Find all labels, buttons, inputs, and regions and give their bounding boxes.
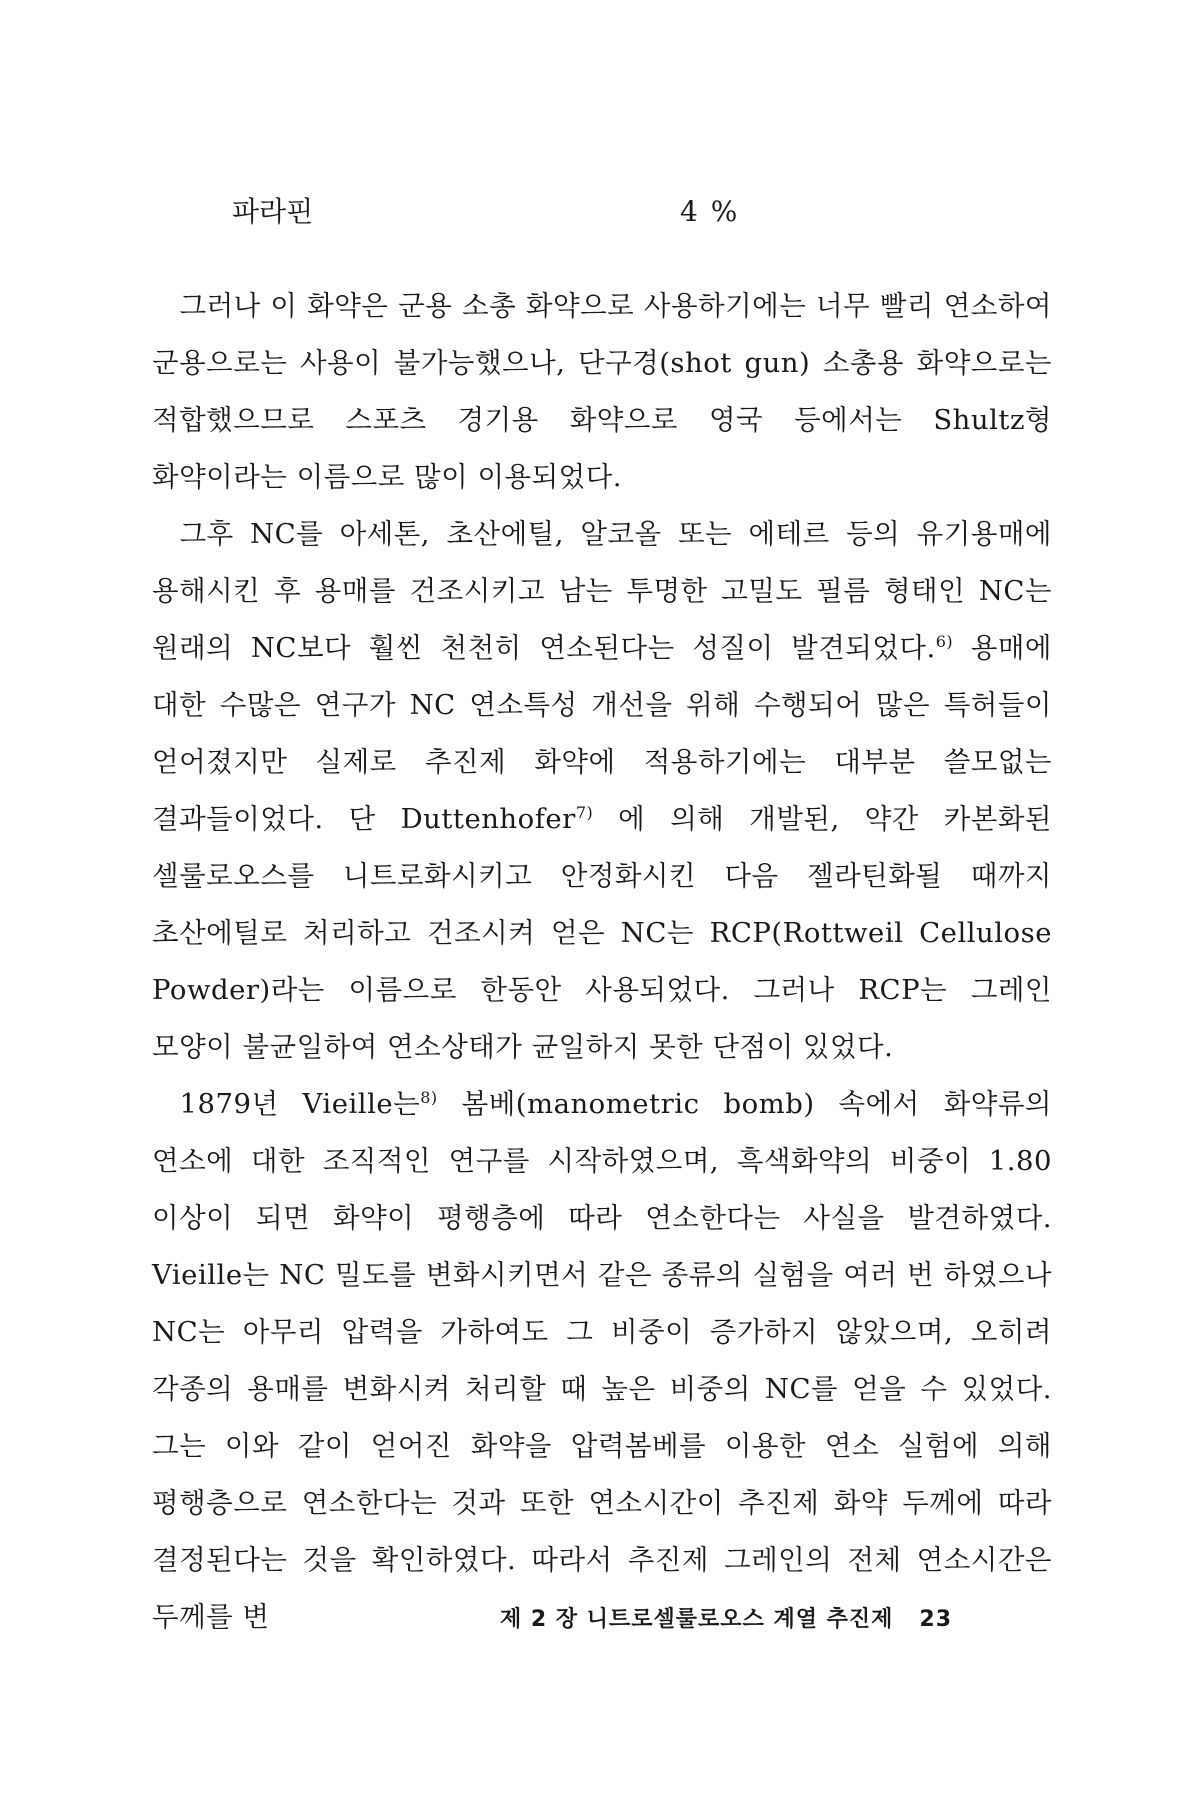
paragraph-3-text-part-1: 1879년 Vieille는	[179, 1088, 421, 1120]
paragraph-2-text-part-2: 용매에 대한 수많은 연구가 NC 연소특성 개선을 위해 수행되어 많은 특허들이 얻어졌지만 실제로 추진제 화약에 적용하기에는 대부분 쓸모없는 결과들이었다. 단 Duttenhofer	[152, 632, 1052, 835]
reference-marker-7: 7)	[575, 802, 594, 822]
paragraph-2-text-part-3: 에 의해 개발된, 약간 카본화된 셀룰로오스를 니트로화시키고 안정화시킨 다음 젤라틴화될 때까지 초산에틸로 처리하고 건조시켜 얻은 NC는 RCP(Rottweil Cellulose Powder)라는 이름으로 한동안 사용되었다. 그러나 RCP는 그레인 모양이 불균일하여 연소상태가 균일하지 못한 단점이 있었다.	[152, 803, 1052, 1063]
ingredient-percentage: 4 %	[680, 195, 740, 228]
body-text	[152, 278, 1052, 1646]
reference-marker-6: 6)	[935, 631, 954, 651]
page-footer	[500, 1600, 1020, 1640]
running-title: 제 2 장 니트로셀룰로오스 계열 추진제	[500, 1607, 894, 1632]
paragraph-1	[152, 278, 1052, 506]
paragraph-2-text-part-1: 그후 NC를 아세톤, 초산에틸, 알코올 또는 에테르 등의 유기용매에 용해시킨 후 용매를 건조시키고 남는 투명한 고밀도 필름 형태인 NC는 원래의 NC보다 훨씬 천천히 연소된다는 성질이 발견되었다.	[152, 518, 1052, 664]
composition-table-row	[232, 188, 832, 236]
paragraph-3-text-part-2: 봄베(manometric bomb) 속에서 화약류의 연소에 대한 조직적인 연구를 시작하였으며, 흑색화약의 비중이 1.80 이상이 되면 화약이 평행층에 따라 연소한다는 사실을 발견하였다. Vieille는 NC 밀도를 변화시키면서 같은 종류의 실험을 여러 번 하였으나 NC는 아무리 압력을 가하여도 그 비중이 증가하지 않았으며, 오히려 각종의 용매를 변화시켜 처리할 때 높은 비중의 NC를 얻을 수 있었다. 그는 이와 같이 얻어진 화약을 압력봄베를 이용한 연소 실험에 의해 평행층으로 연소한다는 것과 또한 연소시간이 추진제 화약 두께에 따라 결정된다는 것을 확인하였다. 따라서 추진제 그레인의 전체 연소시간은 두께를 변	[152, 1088, 1052, 1633]
ingredient-name: 파라핀	[232, 195, 314, 228]
paragraph-1-text: 그러나 이 화약은 군용 소총 화약으로 사용하기에는 너무 빨리 연소하여 군용으로는 사용이 불가능했으나, 단구경(shot gun) 소총용 화약으로는 적합했으므로 스포츠 경기용 화약으로 영국 등에서는 Shultz형 화약이라는 이름으로 많이 이용되었다.	[152, 290, 1052, 493]
page-number: 23	[919, 1607, 953, 1632]
paragraph-2	[152, 506, 1052, 1076]
paragraph-3	[152, 1076, 1052, 1646]
reference-marker-8: 8)	[420, 1087, 438, 1107]
